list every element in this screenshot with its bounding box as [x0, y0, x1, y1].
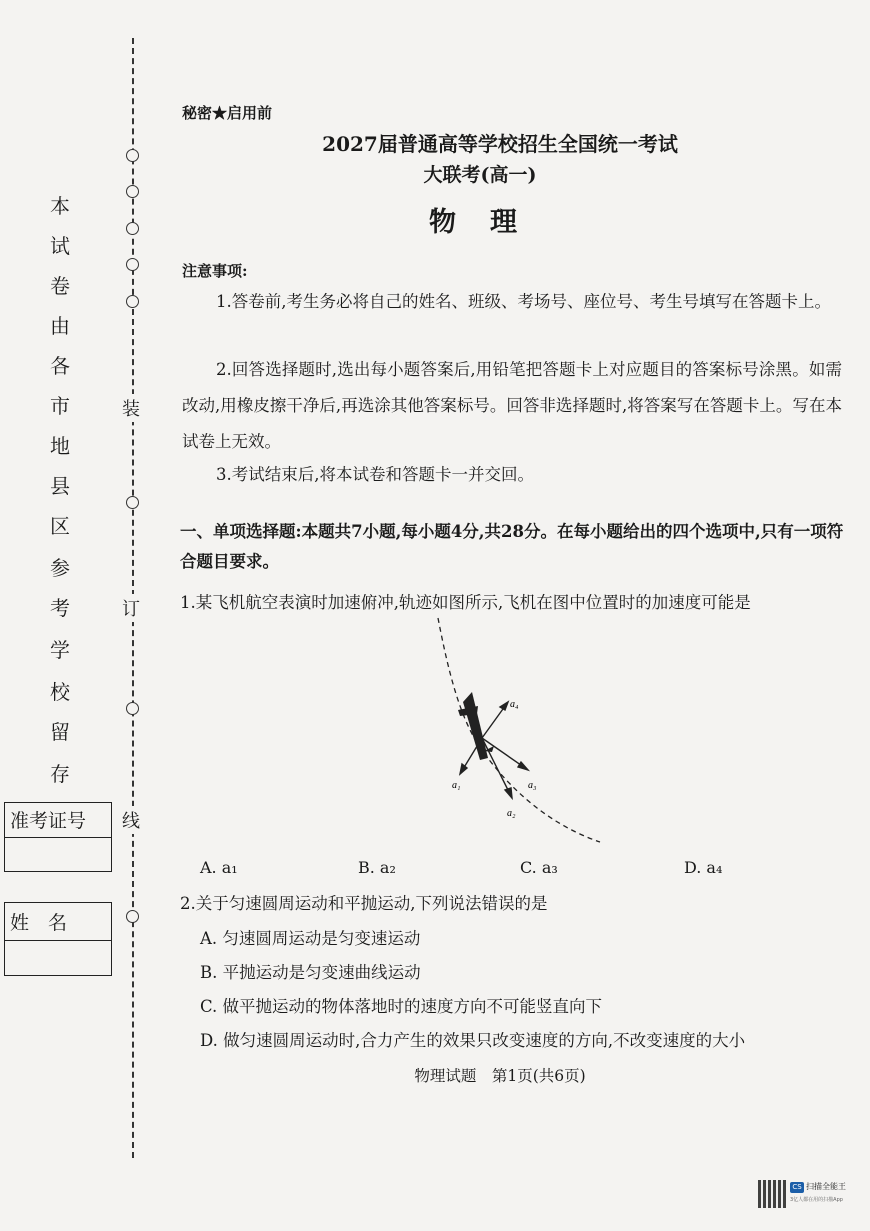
- page-footer: 物理试题 第1页(共6页): [414, 1067, 586, 1085]
- question-1-option-c[interactable]: C. a₃: [520, 858, 558, 877]
- scanner-name: 扫描全能王: [806, 1182, 846, 1191]
- label-a4: a₄: [510, 699, 519, 710]
- notice-item-3: 3.考试结束后,将本试卷和答题卡一并交回。: [216, 465, 534, 484]
- question-2-option-c[interactable]: C. 做平抛运动的物体落地时的速度方向不可能竖直向下: [200, 997, 603, 1016]
- binding-hole: [126, 295, 139, 308]
- binding-hole: [126, 496, 139, 509]
- exam-id-divider: [4, 837, 112, 838]
- margin-char: 区: [50, 514, 70, 538]
- margin-char: 地: [50, 434, 70, 458]
- margin-char: 由: [50, 314, 70, 338]
- qr-code-icon: [758, 1180, 786, 1208]
- question-1-stem: 1.某飞机航空表演时加速俯冲,轨迹如图所示,飞机在图中位置时的加速度可能是: [180, 593, 751, 612]
- margin-char: 留: [50, 720, 70, 744]
- margin-char: 本: [50, 194, 70, 218]
- binding-char-zhuang: 装: [122, 394, 140, 422]
- question-1-figure: [420, 610, 620, 850]
- question-2-option-d[interactable]: D. 做匀速圆周运动时,合力产生的效果只改变速度的方向,不改变速度的大小: [200, 1031, 746, 1050]
- label-a3: a₃: [528, 780, 537, 791]
- binding-char-xian: 线: [122, 806, 140, 834]
- question-2-stem: 2.关于匀速圆周运动和平抛运动,下列说法错误的是: [180, 894, 548, 913]
- question-1-option-d[interactable]: D. a₄: [684, 858, 723, 877]
- scanner-watermark: [758, 1178, 846, 1214]
- margin-char: 存: [50, 762, 70, 786]
- binding-hole: [126, 149, 139, 162]
- name-label: 姓 名: [10, 912, 68, 934]
- binding-hole: [126, 702, 139, 715]
- section-heading-text: 一、单项选择题:本题共7小题,每小题4分,共28分。在每小题给出的四个选项中,只有一项符合题目要求。: [180, 522, 844, 571]
- exam-id-label: 准考证号: [10, 810, 87, 832]
- binding-hole: [126, 258, 139, 271]
- margin-char: 试: [50, 234, 70, 258]
- binding-hole: [126, 910, 139, 923]
- secret-label: 秘密★启用前: [182, 104, 273, 122]
- binding-char-ding: 订: [122, 594, 140, 622]
- label-a2: a₂: [507, 808, 516, 819]
- trajectory-path: [438, 618, 600, 842]
- margin-char: 参: [50, 556, 70, 580]
- margin-char: 学: [50, 638, 70, 662]
- binding-hole: [126, 185, 139, 198]
- scanner-tagline: 3亿人都在用的扫描App: [790, 1197, 843, 1203]
- margin-char: 卷: [50, 274, 70, 298]
- margin-char: 校: [50, 680, 70, 704]
- cs-badge: CS: [790, 1182, 804, 1193]
- name-divider: [4, 940, 112, 941]
- notice-item-1: 1.答卷前,考生务必将自己的姓名、班级、考场号、座位号、考生号填写在答题卡上。: [216, 292, 831, 311]
- margin-char: 市: [50, 394, 70, 418]
- exam-subtitle: 大联考(高一): [423, 164, 537, 186]
- binding-hole: [126, 222, 139, 235]
- question-1-option-b[interactable]: B. a₂: [358, 858, 396, 877]
- subject-title: 物理: [429, 207, 551, 238]
- question-1-option-a[interactable]: A. a₁: [200, 858, 238, 877]
- notice-heading: 注意事项:: [182, 262, 248, 280]
- question-2-option-a[interactable]: A. 匀速圆周运动是匀变速运动: [200, 929, 421, 948]
- question-2-option-b[interactable]: B. 平抛运动是匀变速曲线运动: [200, 963, 421, 982]
- margin-char: 各: [50, 354, 70, 378]
- margin-char: 考: [50, 596, 70, 620]
- margin-char: 县: [50, 474, 70, 498]
- notice-item-2: 2.回答选择题时,选出每小题答案后,用铅笔把答题卡上对应题目的答案标号涂黑。如需改动,用橡皮擦干净后,再选涂其他答案标号。回答非选择题时,将答案写在答题卡上。写在本试卷上无效。: [182, 360, 842, 451]
- exam-title: 2027届普通高等学校招生全国统一考试: [322, 132, 678, 156]
- section-heading: [180, 517, 845, 577]
- label-a1: a₁: [452, 780, 461, 791]
